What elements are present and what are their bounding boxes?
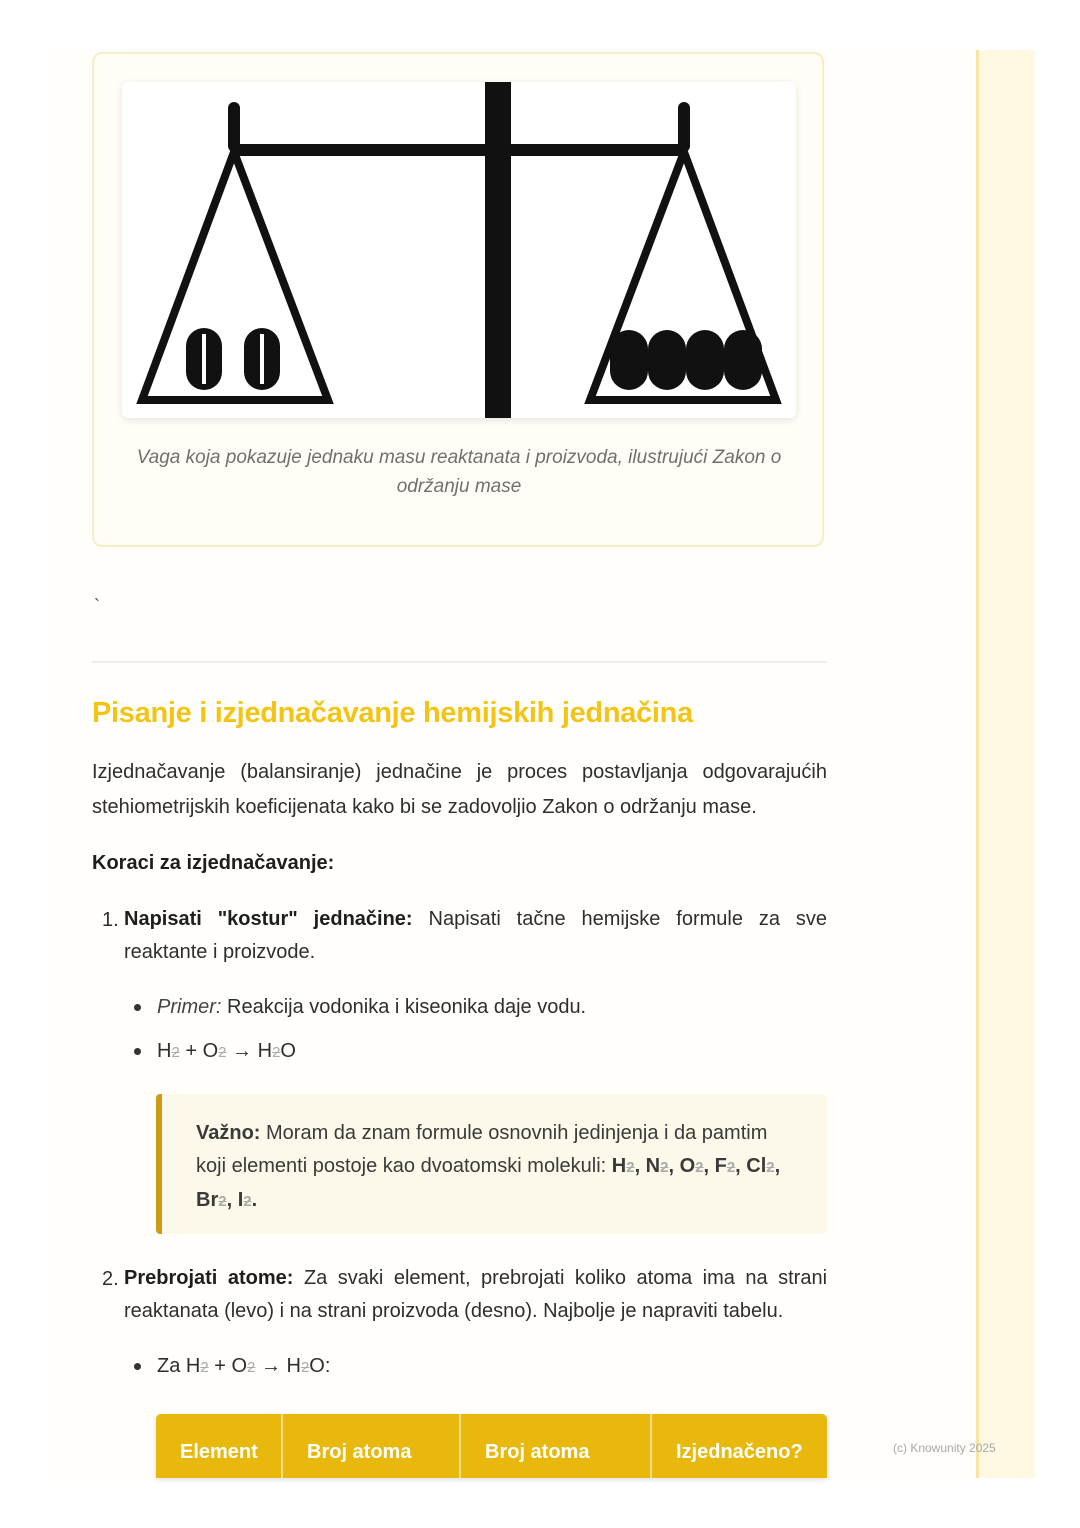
section-title: Pisanje i izjednačavanje hemijskih jednačina [92, 697, 693, 729]
step2-bold: Prebrojati atome: [124, 1267, 294, 1289]
figure-caption: Vaga koja pokazuje jednaku masu reaktanata i proizvoda, ilustrujući Zakon o održanju mase [136, 447, 782, 497]
right-margin-rail [976, 50, 1035, 1478]
step1-number: 1. [102, 909, 119, 931]
table-header-cell: Element [156, 1414, 283, 1478]
footer-copyright: (c) Knowunity 2025 [893, 1441, 996, 1455]
step1-text [124, 903, 827, 969]
balance-scale-icon [122, 82, 796, 418]
step1-body: Napisati tačne hemijske formule za sve reaktante i proizvode. [124, 908, 827, 963]
intro-paragraph: Izjednačavanje (balansiranje) jednačine je proces postavljanja odgovarajućih stehiometrijskih koeficijenata kako bi se zadovoljio Zakon o održanju mase. [92, 761, 827, 818]
callout-body: Moram da znam formule osnovnih jedinjenja i da pamtim koji elementi postoje kao dvoatomski molekuli: [196, 1122, 768, 1177]
weight-object [724, 330, 762, 390]
callout-bold: Važno: [196, 1122, 261, 1144]
example-bullet [157, 990, 827, 1025]
weight-object [610, 330, 648, 390]
weight-slit [202, 334, 206, 384]
equation-bullet: H2 + O2 → H2O [157, 1040, 296, 1062]
bullet-dot [134, 1048, 141, 1055]
step2-body: Za svaki element, prebrojati koliko atoma ima na strani reaktanata (levo) i na strani proizvoda (desno). Najbolje je napraviti tabelu. [124, 1267, 828, 1322]
example-label: Primer: [157, 996, 222, 1018]
callout-text [196, 1117, 796, 1218]
step2-text [124, 1262, 827, 1328]
callout-molecules: H2, N2, O2, F2, Cl2, Br2, I2. [196, 1155, 781, 1211]
table-header-cell: Izjednačeno? [676, 1441, 803, 1463]
atom-count-table-header [156, 1414, 827, 1478]
stray-mark: ` [94, 596, 100, 616]
step2-number: 2. [102, 1268, 119, 1290]
steps-heading: Koraci za izjednačavanje: [92, 852, 335, 874]
section-divider [92, 661, 827, 663]
table-header-cell: Broj atoma [283, 1414, 461, 1478]
balance-scale-image [122, 82, 796, 418]
step2-bullet: Za H2 + O2 → H2O: [157, 1355, 331, 1377]
weight-object [648, 330, 686, 390]
table-header-cell: Broj atoma [461, 1414, 652, 1478]
step1-bold: Napisati "kostur" jednačine: [124, 908, 413, 930]
example-text: Reakcija vodonika i kiseonika daje vodu. [227, 996, 587, 1018]
weight-slit [260, 334, 264, 384]
bullet-dot [134, 1363, 141, 1370]
bullet-dot [134, 1004, 141, 1011]
weight-object [686, 330, 724, 390]
